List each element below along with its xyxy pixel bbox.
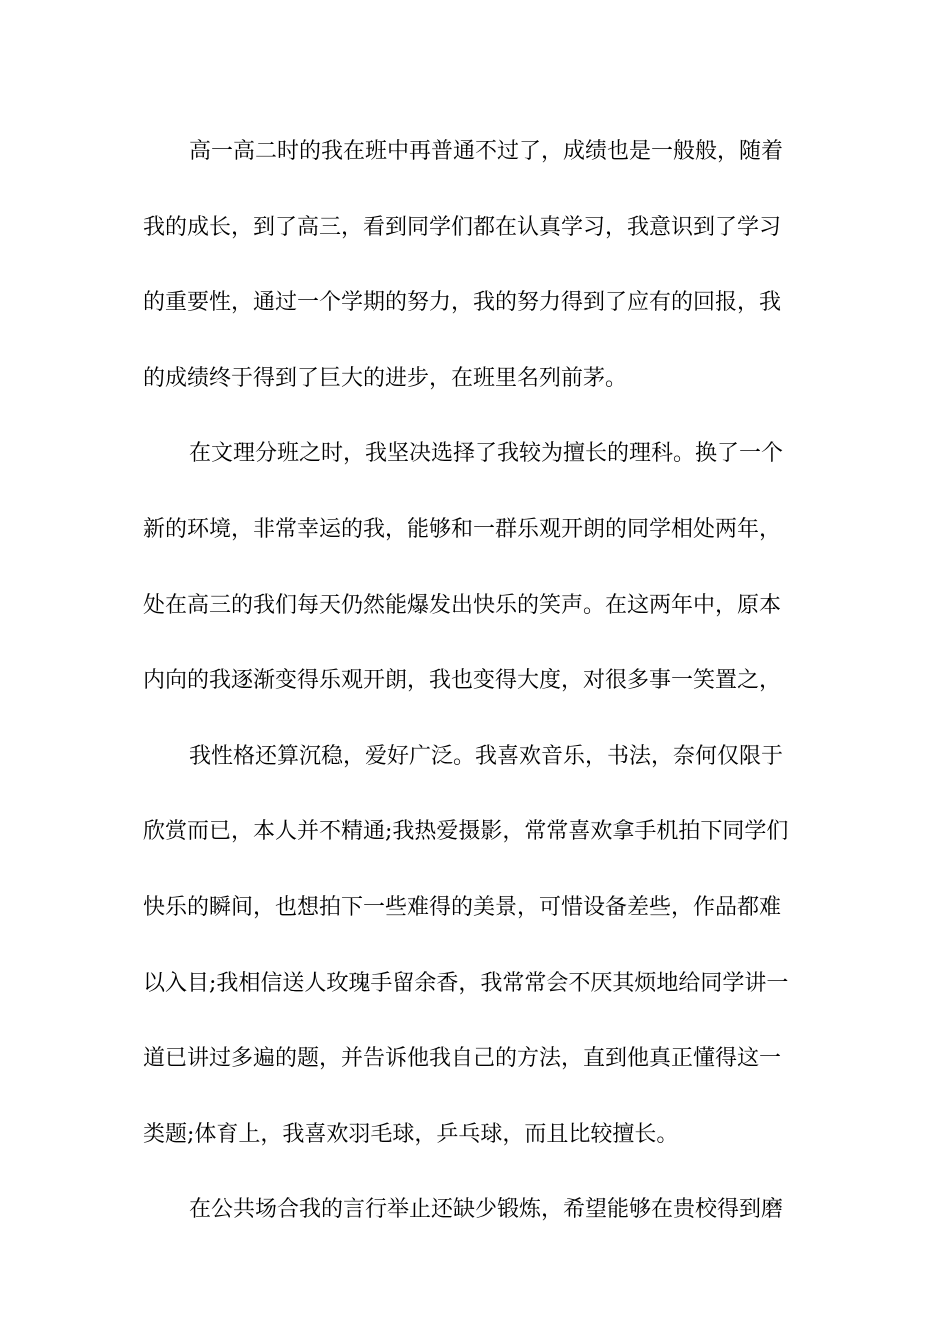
text-line: 高一高二时的我在班中再普通不过了，成绩也是一般般，随着 [189, 139, 784, 164]
text-line: 处在高三的我们每天仍然能爆发出快乐的笑声。在这两年中，原本 [143, 592, 782, 618]
text-line: 在文理分班之时，我坚决选择了我较为擅长的理科。换了一个 [189, 441, 784, 467]
document-body [143, 127, 813, 1261]
text-line: 道已讲过多遍的题，并告诉他我自己的方法，直到他真正懂得这一 [143, 1046, 782, 1072]
paragraph-1 [143, 127, 813, 429]
text-line: 以入目;我相信送人玫瑰手留余香，我常常会不厌其烦地给同学讲一 [143, 970, 789, 996]
text-line: 在公共场合我的言行举止还缺少锻炼，希望能够在贵校得到磨 [189, 1197, 784, 1223]
text-line: 的成绩终于得到了巨大的进步，在班里名列前茅。 [143, 365, 628, 391]
paragraph-4 [143, 1185, 813, 1261]
text-line: 新的环境，非常幸运的我，能够和一群乐观开朗的同学相处两年， [143, 516, 782, 542]
text-line: 类题;体育上，我喜欢羽毛球，乒乓球，而且比较擅长。 [143, 1121, 679, 1147]
text-line: 快乐的瞬间，也想拍下一些难得的美景，可惜设备差些，作品都难 [143, 894, 782, 920]
text-line: 欣赏而已，本人并不精通;我热爱摄影，常常喜欢拿手机拍下同学们 [143, 819, 789, 845]
text-line: 内向的我逐渐变得乐观开朗，我也变得大度，对很多事一笑置之， [143, 668, 782, 694]
text-line: 我性格还算沉稳，爱好广泛。我喜欢音乐，书法，奈何仅限于 [189, 743, 784, 769]
text-line: 的重要性，通过一个学期的努力，我的努力得到了应有的回报，我 [143, 290, 782, 316]
paragraph-3 [143, 732, 813, 1186]
text-line: 我的成长，到了高三，看到同学们都在认真学习，我意识到了学习 [143, 214, 782, 240]
paragraph-2 [143, 429, 813, 731]
